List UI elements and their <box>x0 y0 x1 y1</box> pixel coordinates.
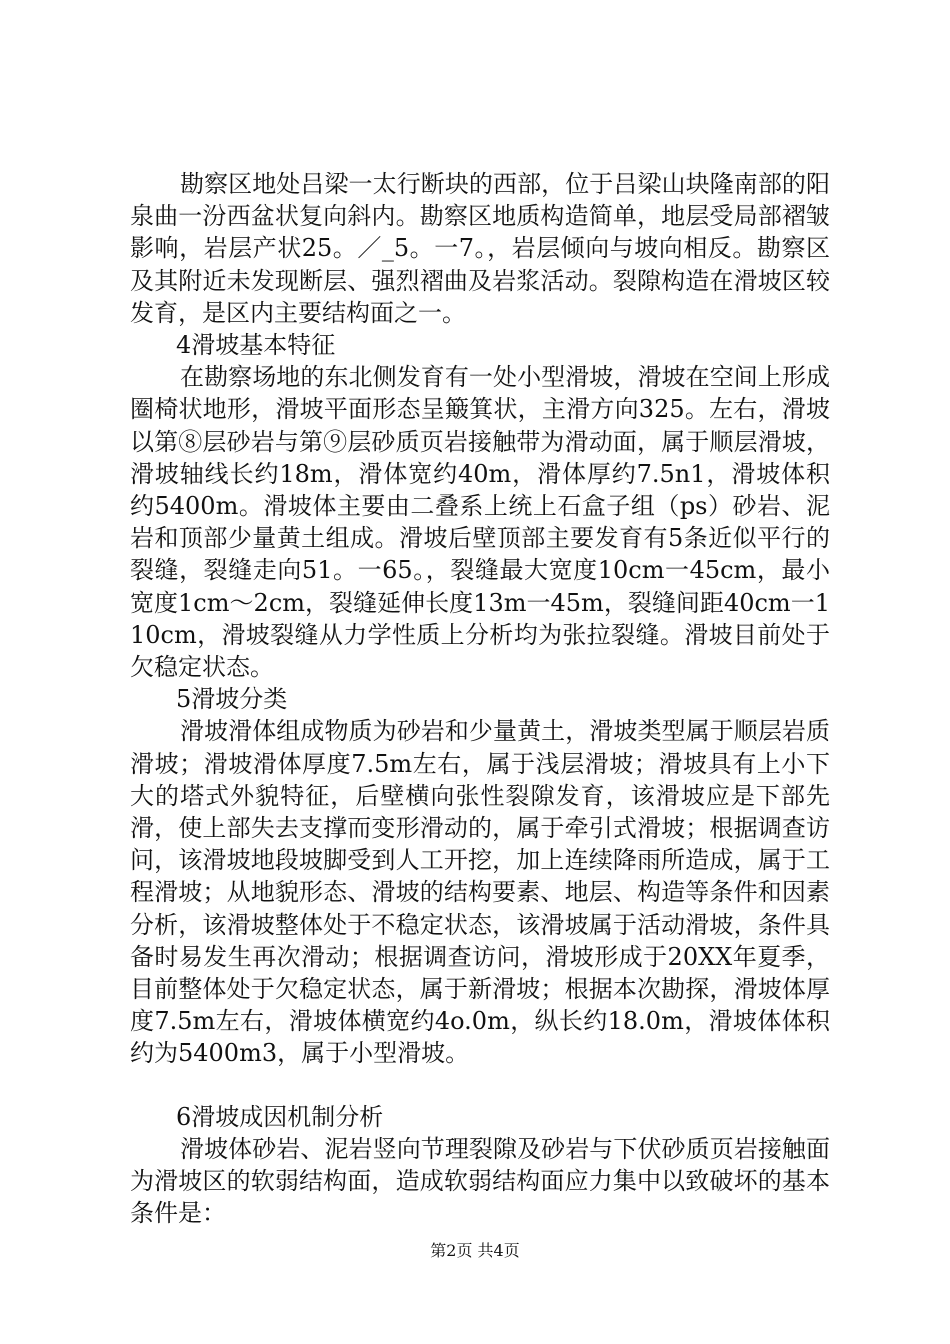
paragraph-landslide-features: 在勘察场地的东北侧发育有一处小型滑坡，滑坡在空间上形成圈椅状地形，滑坡平面形态呈簸箕状，主滑方向325。左右，滑坡以第⑧层砂岩与第⑨层砂质页岩接触带为滑动面，属于顺层滑坡，滑坡轴线长约18m，滑体宽约40m，滑体厚约7.5n1，滑坡体积约5400m。滑坡体主要由二叠系上统上石盒子组（ps）砂岩、泥岩和顶部少量黄土组成。滑坡后壁顶部主要发育有5条近似平行的裂缝，裂缝走向51。一65。，裂缝最大宽度10cm一45cm，最小宽度1cm～2cm，裂缝延伸长度13m一45m，裂缝间距40cm一110cm，滑坡裂缝从力学性质上分析均为张拉裂缝。滑坡目前处于欠稳定状态。 <box>130 363 830 682</box>
paragraph-landslide-mechanism: 滑坡体砂岩、泥岩竖向节理裂隙及砂岩与下伏砂质页岩接触面为滑坡区的软弱结构面，造成软弱结构面应力集中以致破坏的基本条件是： <box>130 1134 830 1228</box>
heading-landslide-classification: 5滑坡分类 <box>176 685 288 714</box>
heading-landslide-mechanism: 6滑坡成因机制分析 <box>176 1102 384 1131</box>
section-spacer <box>130 1070 830 1101</box>
document-body <box>130 168 830 1230</box>
heading-landslide-features: 4滑坡基本特征 <box>176 331 336 360</box>
paragraph-geology: 勘察区地处吕梁一太行断块的西部，位于吕梁山块隆南部的阳泉曲一汾西盆状复向斜内。勘察区地质构造简单，地层受局部褶皱影响，岩层产状25。／_5。一7。，岩层倾向与坡向相反。勘察区及其附近未发现断层、强烈褶曲及岩浆活动。裂隙构造在滑坡区较发育，是区内主要结构面之一。 <box>130 170 830 327</box>
paragraph-landslide-classification: 滑坡滑体组成物质为砂岩和少量黄土，滑坡类型属于顺层岩质滑坡；滑坡滑体厚度7.5m左右，属于浅层滑坡；滑坡具有上小下大的塔式外貌特征，后壁横向张性裂隙发育，该滑坡应是下部先滑，使上部失去支撑而变形滑动的，属于牵引式滑坡；根据调查访问，该滑坡地段坡脚受到人工开挖，加上连续降雨所造成，属于工程滑坡；从地貌形态、滑坡的结构要素、地层、构造等条件和因素分析，该滑坡整体处于不稳定状态，该滑坡属于活动滑坡，条件具备时易发生再次滑动；根据调查访问，滑坡形成于20XX年夏季，目前整体处于欠稳定状态，属于新滑坡；根据本次勘探，滑坡体厚度7.5m左右，滑坡体横宽约4o.0m，纵长约18.0m，滑坡体体积约为5400m3，属于小型滑坡。 <box>130 717 830 1068</box>
page-number-footer: 第2页 共4页 <box>430 1241 520 1260</box>
